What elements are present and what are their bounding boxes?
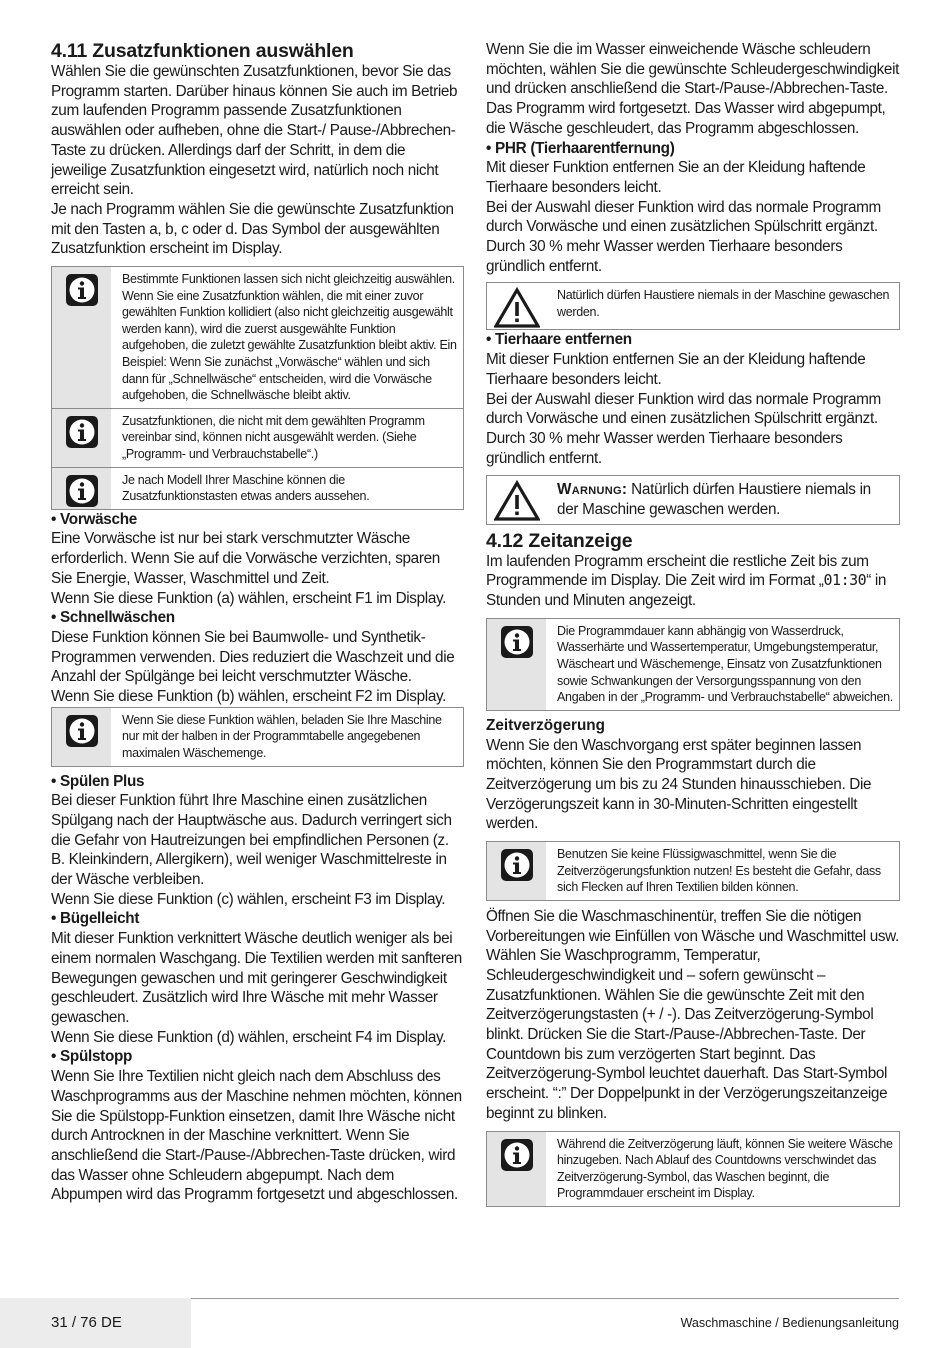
info-note-text: Zusatzfunktionen, die nicht mit dem gewählten Programm vereinbar sind, können nicht ausgewählt werden. (Siehe „Programm- und Verbrauchstabelle“.) [122, 413, 425, 461]
footer-divider [191, 1298, 899, 1299]
warning-note-text [546, 476, 899, 523]
option-text: Eine Vorwäsche ist nur bei stark verschmutzter Wäsche erforderlich. Wenn Sie auf die Vorwäsche verzichten, sparen Sie Energie, Wasser, Waschmittel und Zeit. [51, 530, 440, 587]
info-note-text: Benutzen Sie keine Flüssigwaschmittel, wenn Sie die Zeitverzögerungsfunktion nutzen! Es besteht die Gefahr, dass sich Flecken auf Ihren Textilien bilden können. [557, 847, 881, 895]
time-display-paragraph: Im laufenden Programm erscheint die restliche Zeit bis zum Programmende im Display. Die Zeit wird im Format „01:30“ in Stunden und Minuten angezeigt. [486, 552, 887, 610]
left-column [51, 40, 464, 1205]
option-text-2: Bei der Auswahl dieser Funktion wird das normale Programm durch Vorwäsche und einen zusätzlichen Spülschritt ergänzt. Durch 30 % mehr Wasser werden Tierhaare besonders gründlich entfernt. [486, 198, 881, 275]
page-footer [0, 1298, 950, 1348]
warning-triangle-icon [487, 283, 546, 329]
warning-note-text: Natürlich dürfen Haustiere niemals in der Maschine gewaschen werden. [557, 288, 890, 320]
option-title-schnellwaeschen: • Schnellwäschen [51, 609, 175, 627]
warning-triangle-icon [487, 476, 546, 523]
warning-note [486, 475, 900, 524]
option-display-text: Wenn Sie diese Funktion (b) wählen, erscheint F2 im Display. [51, 688, 447, 706]
info-icon [52, 708, 111, 766]
info-icon [52, 468, 111, 509]
warning-text: Natürlich dürfen Haustiere niemals in der Maschine gewaschen werden. [557, 481, 871, 519]
info-note-text: Wenn Sie diese Funktion wählen, beladen Sie Ihre Maschine nur mit der halben in der Programmtabelle angegebenen maximalen Wäschemenge. [122, 712, 442, 760]
option-title-buegelleicht: • Bügelleicht [51, 910, 140, 928]
info-note [486, 618, 900, 711]
option-title-spuelen-plus: • Spülen Plus [51, 772, 145, 790]
subheading-zeitverzoegerung: Zeitverzögerung [486, 716, 605, 734]
info-icon [487, 1132, 546, 1206]
warning-label: Warnung: [557, 481, 628, 499]
intro-paragraph-2: Je nach Programm wählen Sie die gewünschte Zusatzfunktion mit den Tasten a, b, c oder d. Das Symbol der ausgewählten Zusatzfunktion erscheint im Display. [51, 200, 454, 258]
info-icon [487, 842, 546, 900]
page-number: 31 / 76 DE [51, 1314, 122, 1331]
option-text-2: Bei der Auswahl dieser Funktion wird das normale Programm durch Vorwäsche und einen zusätzlichen Spülschritt ergänzt. Durch 30 % mehr Wasser werden Tierhaare besonders gründlich entfernt. [486, 390, 881, 467]
info-icon [52, 409, 111, 467]
option-title-spuelstopp: • Spülstopp [51, 1048, 133, 1066]
continuation-paragraph-2: Das Programm wird fortgesetzt. Das Wasser wird abgepumpt, die Wäsche geschleudert, das Programm abgeschlossen. [486, 100, 886, 137]
option-text: Mit dieser Funktion verknittert Wäsche deutlich weniger als bei einem normalen Waschgang. Die Textilien werden mit sanfteren Bewegungen gewaschen und mit geringerer Geschwindigkeit geschleudert. Zusätzlich wird Ihre Wäsche mit mehr Wasser gewaschen. [51, 930, 462, 1026]
info-note [486, 841, 900, 901]
info-note [51, 707, 464, 767]
time-format-sample: 01:30 [823, 571, 867, 590]
warning-note [486, 282, 900, 330]
info-note-text: Während die Zeitverzögerung läuft, können Sie weitere Wäsche hinzugeben. Nach Ablauf des Countdowns verschwindet das Zeitverzögerung-Symbol, das Waschen beginnt, die Programmdauer erscheint im Display. [557, 1136, 893, 1201]
info-note-text: Bestimmte Funktionen lassen sich nicht gleichzeitig auswählen. Wenn Sie eine Zusatzfunktion wählen, die mit einer zuvor gewählten Funktion kollidiert (also nicht gleichzeitig ausgewählt werden kann), wird die zuerst ausgewählte Funktion aufgehoben, die zuletzt gewählte Zusatzfunktion bleibt aktiv. Ein Beispiel: Wenn Sie zunächst „Vorwäsche“ wählen und sich dann für „Schnellwäsche“ entscheiden, wird die Vorwäsche aufgehoben, die Schnellwäsche bleibt aktiv. [122, 272, 457, 403]
option-display-text: Wenn Sie diese Funktion (c) wählen, erscheint F3 im Display. [51, 890, 446, 908]
option-text: Diese Funktion können Sie bei Baumwolle- und Synthetik-Programmen verwenden. Dies reduziert die Waschzeit und die Anzahl der Spülgänge bei leicht verschmutzter Wäsche. [51, 628, 455, 686]
info-note [51, 468, 464, 510]
info-note [51, 266, 464, 409]
option-text: Mit dieser Funktion entfernen Sie an der Kleidung haftende Tierhaare besonders leicht. [486, 351, 866, 388]
option-display-text: Wenn Sie diese Funktion (d) wählen, erscheint F4 im Display. [51, 1028, 447, 1046]
info-note [486, 1131, 900, 1207]
option-text: Bei dieser Funktion führt Ihre Maschine einen zusätzlichen Spülgang nach der Hauptwäsche aus. Dadurch verringert sich die Gefahr von Hautreizungen bei empfindlichen Personen (z. B. Kleinkindern, Allergikern), weil weniger Waschmittelreste in der Wäsche verbleiben. [51, 792, 452, 889]
option-title-tierhaare: • Tierhaare entfernen [486, 331, 632, 349]
intro-paragraph: Wählen Sie die gewünschten Zusatzfunktionen, bevor Sie das Programm starten. Darüber hinaus können Sie auch im Betrieb zum laufenden Programm passende Zusatzfunktionen auswählen oder aufheben, ohne die Start-/ Pause-/Abbrechen-Taste zu drücken. Allerdings darf der Schritt, in dem die jeweilige Zusatzfunktion eingesetzt wird, natürlich noch nicht erreicht sein. [51, 63, 458, 199]
option-text: Wenn Sie Ihre Textilien nicht gleich nach dem Abschluss des Waschprogramms aus der Maschine nehmen möchten, können Sie die Spülstopp-Funktion einsetzen, damit Ihre Wäsche nicht durch Antrocknen in der Maschine verknittert. Wenn Sie anschließend die Start-/Pause-/Abbrechen-Taste drücken, wird das Wasser ohne Schleudern abgepumpt. Nach dem Abpumpen wird das Programm fortgesetzt und abgeschlossen. [51, 1068, 462, 1204]
option-display-text: Wenn Sie diese Funktion (a) wählen, erscheint F1 im Display. [51, 589, 447, 607]
info-icon [487, 619, 546, 710]
option-title-phr: • PHR (Tierhaarentfernung) [486, 139, 675, 157]
delay-paragraph: Wenn Sie den Waschvorgang erst später beginnen lassen möchten, können Sie den Programmstart durch die Zeitverzögerung um bis zu 24 Stunden hinausschieben. Die Verzögerungszeit kann in 30-Minuten-Schritten eingestellt werden. [486, 736, 872, 833]
option-title-vorwaesche: • Vorwäsche [51, 510, 137, 528]
info-note-text: Die Programmdauer kann abhängig von Wasserdruck, Wasserhärte und Wassertemperatur, Umgebungstemperatur, Wäscheart und Wäschemenge, Einsatz von Zusatzfunktionen sowie Schwankungen der Versorgungsspannung von den Angaben in der „Programm- und Verbrauchstabelle“ abweichen. [557, 623, 893, 705]
option-text: Mit dieser Funktion entfernen Sie an der Kleidung haftende Tierhaare besonders leicht. [486, 159, 866, 196]
section-heading-4-12: 4.12 Zeitanzeige [486, 529, 633, 552]
delay-steps-paragraph: Öffnen Sie die Waschmaschinentür, treffen Sie die nötigen Vorbereitungen wie Einfüllen von Wäsche und Waschmittel usw. Wählen Sie Waschprogramm, Temperatur, Schleudergeschwindigkeit und – sofern gewünscht – Zusatzfunktionen. Wählen Sie die gewünschte Zeit mit den Zeitverzögerungstasten (+ / -). Das Zeitverzögerung-Symbol blinkt. Drücken Sie die Start-/Pause-/Abbrechen-Taste. Der Countdown bis zum verzögerten Start beginnt. Das Zeitverzögerung-Symbol leuchtet dauerhaft. Das Start-Symbol erscheint. “:” Der Doppelpunkt in der Verzögerungszeitanzeige beginnt zu blinken. [486, 907, 899, 1122]
info-icon [52, 267, 111, 408]
info-note [51, 409, 464, 468]
info-note-text: Je nach Modell Ihrer Maschine können die Zusatzfunktionstasten etwas anders aussehen. [122, 472, 370, 504]
right-column [486, 40, 900, 1207]
continuation-paragraph: Wenn Sie die im Wasser einweichende Wäsche schleudern möchten, wählen Sie die gewünschte Schleudergeschwindigkeit und drücken anschließend die Start-/Pause-/Abbrechen-Taste. [486, 41, 900, 98]
document-title: Waschmaschine / Bedienungsanleitung [680, 1316, 899, 1330]
section-heading-4-11: 4.11 Zusatzfunktionen auswählen [51, 40, 354, 62]
